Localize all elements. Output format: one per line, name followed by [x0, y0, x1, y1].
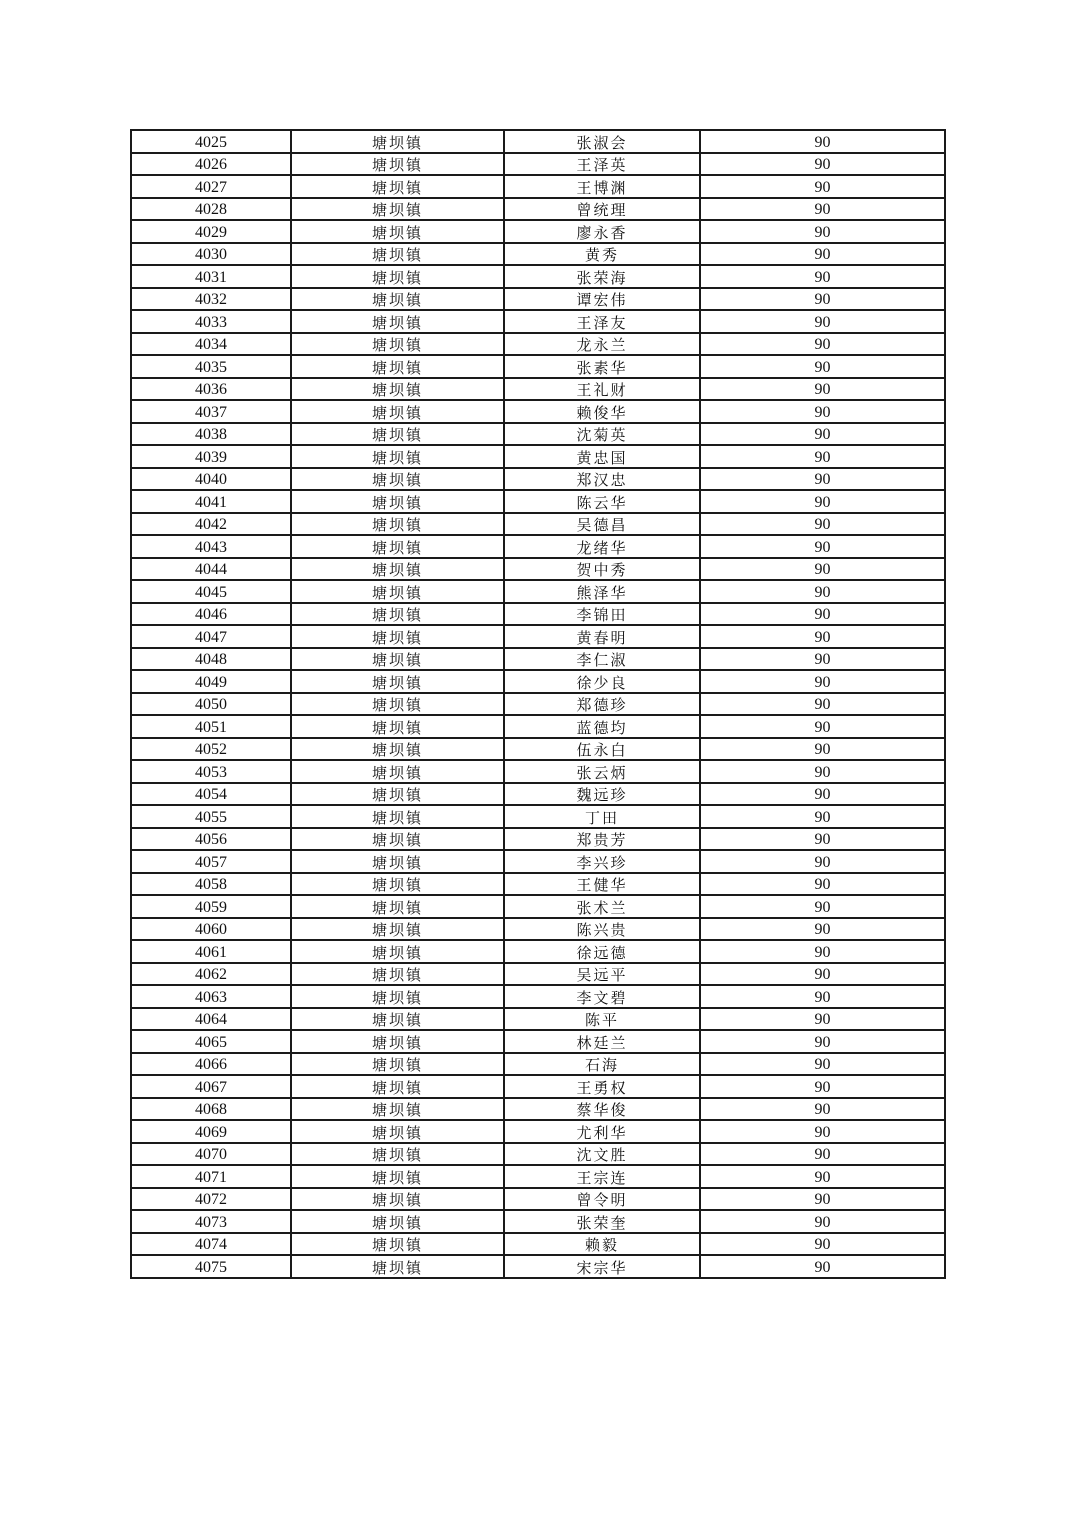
score-cell: 90: [700, 738, 945, 761]
person-name-cell: 陈平: [504, 1008, 700, 1031]
town-cell: 塘坝镇: [291, 715, 504, 738]
table-row: [131, 1233, 945, 1256]
score-cell: 90: [700, 670, 945, 693]
score-cell: 90: [700, 265, 945, 288]
serial-number-cell: 4069: [131, 1120, 291, 1143]
table-row: [131, 760, 945, 783]
person-name-cell: 沈菊英: [504, 423, 700, 446]
person-name-cell: 赖俊华: [504, 400, 700, 423]
person-name-cell: 伍永白: [504, 738, 700, 761]
serial-number-cell: 4071: [131, 1165, 291, 1188]
table-row: [131, 1053, 945, 1076]
table-row: [131, 693, 945, 716]
serial-number-cell: 4053: [131, 760, 291, 783]
town-cell: 塘坝镇: [291, 1098, 504, 1121]
table-row: [131, 243, 945, 266]
score-cell: 90: [700, 490, 945, 513]
person-name-cell: 黄忠国: [504, 445, 700, 468]
table-row: [131, 648, 945, 671]
table-row: [131, 310, 945, 333]
serial-number-cell: 4035: [131, 355, 291, 378]
town-cell: 塘坝镇: [291, 1030, 504, 1053]
table-row: [131, 220, 945, 243]
serial-number-cell: 4050: [131, 693, 291, 716]
roster-table-body: [131, 130, 945, 1278]
score-cell: 90: [700, 760, 945, 783]
table-row: [131, 738, 945, 761]
score-cell: 90: [700, 985, 945, 1008]
score-cell: 90: [700, 198, 945, 221]
town-cell: 塘坝镇: [291, 1233, 504, 1256]
serial-number-cell: 4067: [131, 1075, 291, 1098]
serial-number-cell: 4062: [131, 963, 291, 986]
person-name-cell: 蓝德均: [504, 715, 700, 738]
score-cell: 90: [700, 558, 945, 581]
table-row: [131, 828, 945, 851]
serial-number-cell: 4073: [131, 1210, 291, 1233]
person-name-cell: 张术兰: [504, 895, 700, 918]
serial-number-cell: 4061: [131, 940, 291, 963]
table-row: [131, 1008, 945, 1031]
town-cell: 塘坝镇: [291, 940, 504, 963]
town-cell: 塘坝镇: [291, 1053, 504, 1076]
serial-number-cell: 4036: [131, 378, 291, 401]
serial-number-cell: 4047: [131, 625, 291, 648]
score-cell: 90: [700, 468, 945, 491]
town-cell: 塘坝镇: [291, 310, 504, 333]
score-cell: 90: [700, 918, 945, 941]
table-row: [131, 1030, 945, 1053]
person-name-cell: 蔡华俊: [504, 1098, 700, 1121]
serial-number-cell: 4045: [131, 580, 291, 603]
table-row: [131, 963, 945, 986]
person-name-cell: 王健华: [504, 873, 700, 896]
serial-number-cell: 4063: [131, 985, 291, 1008]
town-cell: 塘坝镇: [291, 288, 504, 311]
serial-number-cell: 4054: [131, 783, 291, 806]
score-cell: 90: [700, 715, 945, 738]
table-row: [131, 873, 945, 896]
table-row: [131, 918, 945, 941]
town-cell: 塘坝镇: [291, 963, 504, 986]
table-row: [131, 625, 945, 648]
person-name-cell: 张云炳: [504, 760, 700, 783]
person-name-cell: 徐少良: [504, 670, 700, 693]
serial-number-cell: 4048: [131, 648, 291, 671]
person-name-cell: 宋宗华: [504, 1255, 700, 1278]
score-cell: 90: [700, 220, 945, 243]
serial-number-cell: 4058: [131, 873, 291, 896]
town-cell: 塘坝镇: [291, 783, 504, 806]
table-row: [131, 670, 945, 693]
serial-number-cell: 4042: [131, 513, 291, 536]
town-cell: 塘坝镇: [291, 558, 504, 581]
town-cell: 塘坝镇: [291, 895, 504, 918]
serial-number-cell: 4025: [131, 130, 291, 153]
table-row: [131, 603, 945, 626]
score-cell: 90: [700, 1188, 945, 1211]
serial-number-cell: 4060: [131, 918, 291, 941]
town-cell: 塘坝镇: [291, 625, 504, 648]
table-row: [131, 423, 945, 446]
town-cell: 塘坝镇: [291, 468, 504, 491]
person-name-cell: 黄春明: [504, 625, 700, 648]
person-name-cell: 徐远德: [504, 940, 700, 963]
score-cell: 90: [700, 423, 945, 446]
score-cell: 90: [700, 1098, 945, 1121]
person-name-cell: 龙永兰: [504, 333, 700, 356]
table-row: [131, 490, 945, 513]
table-row: [131, 1255, 945, 1278]
town-cell: 塘坝镇: [291, 670, 504, 693]
town-cell: 塘坝镇: [291, 828, 504, 851]
town-cell: 塘坝镇: [291, 333, 504, 356]
serial-number-cell: 4044: [131, 558, 291, 581]
person-name-cell: 郑德珍: [504, 693, 700, 716]
person-name-cell: 贺中秀: [504, 558, 700, 581]
serial-number-cell: 4066: [131, 1053, 291, 1076]
table-row: [131, 558, 945, 581]
person-name-cell: 李锦田: [504, 603, 700, 626]
score-cell: 90: [700, 625, 945, 648]
score-cell: 90: [700, 130, 945, 153]
serial-number-cell: 4046: [131, 603, 291, 626]
person-name-cell: 吴远平: [504, 963, 700, 986]
person-name-cell: 丁田: [504, 805, 700, 828]
serial-number-cell: 4028: [131, 198, 291, 221]
person-name-cell: 赖毅: [504, 1233, 700, 1256]
score-cell: 90: [700, 333, 945, 356]
town-cell: 塘坝镇: [291, 220, 504, 243]
person-name-cell: 陈云华: [504, 490, 700, 513]
serial-number-cell: 4041: [131, 490, 291, 513]
score-cell: 90: [700, 805, 945, 828]
table-row: [131, 1165, 945, 1188]
serial-number-cell: 4038: [131, 423, 291, 446]
table-row: [131, 1075, 945, 1098]
serial-number-cell: 4034: [131, 333, 291, 356]
town-cell: 塘坝镇: [291, 130, 504, 153]
person-name-cell: 沈文胜: [504, 1143, 700, 1166]
town-cell: 塘坝镇: [291, 400, 504, 423]
score-cell: 90: [700, 153, 945, 176]
score-cell: 90: [700, 1210, 945, 1233]
score-cell: 90: [700, 378, 945, 401]
town-cell: 塘坝镇: [291, 805, 504, 828]
table-row: [131, 378, 945, 401]
town-cell: 塘坝镇: [291, 153, 504, 176]
person-name-cell: 李仁淑: [504, 648, 700, 671]
person-name-cell: 张淑会: [504, 130, 700, 153]
serial-number-cell: 4072: [131, 1188, 291, 1211]
score-cell: 90: [700, 513, 945, 536]
score-cell: 90: [700, 940, 945, 963]
table-row: [131, 895, 945, 918]
serial-number-cell: 4033: [131, 310, 291, 333]
town-cell: 塘坝镇: [291, 265, 504, 288]
town-cell: 塘坝镇: [291, 445, 504, 468]
table-row: [131, 265, 945, 288]
town-cell: 塘坝镇: [291, 1143, 504, 1166]
person-name-cell: 吴德昌: [504, 513, 700, 536]
score-cell: 90: [700, 243, 945, 266]
table-row: [131, 288, 945, 311]
score-cell: 90: [700, 1165, 945, 1188]
table-row: [131, 400, 945, 423]
person-name-cell: 黄秀: [504, 243, 700, 266]
person-name-cell: 张荣海: [504, 265, 700, 288]
town-cell: 塘坝镇: [291, 535, 504, 558]
roster-table: [130, 129, 946, 1279]
score-cell: 90: [700, 1143, 945, 1166]
person-name-cell: 曾令明: [504, 1188, 700, 1211]
score-cell: 90: [700, 648, 945, 671]
serial-number-cell: 4057: [131, 850, 291, 873]
serial-number-cell: 4055: [131, 805, 291, 828]
serial-number-cell: 4056: [131, 828, 291, 851]
person-name-cell: 陈兴贵: [504, 918, 700, 941]
serial-number-cell: 4065: [131, 1030, 291, 1053]
table-row: [131, 1143, 945, 1166]
serial-number-cell: 4039: [131, 445, 291, 468]
town-cell: 塘坝镇: [291, 738, 504, 761]
score-cell: 90: [700, 1008, 945, 1031]
table-row: [131, 1120, 945, 1143]
serial-number-cell: 4027: [131, 175, 291, 198]
table-row: [131, 850, 945, 873]
serial-number-cell: 4031: [131, 265, 291, 288]
person-name-cell: 王泽友: [504, 310, 700, 333]
score-cell: 90: [700, 1075, 945, 1098]
score-cell: 90: [700, 1120, 945, 1143]
score-cell: 90: [700, 1030, 945, 1053]
town-cell: 塘坝镇: [291, 1188, 504, 1211]
table-row: [131, 985, 945, 1008]
town-cell: 塘坝镇: [291, 850, 504, 873]
table-row: [131, 355, 945, 378]
town-cell: 塘坝镇: [291, 490, 504, 513]
score-cell: 90: [700, 850, 945, 873]
person-name-cell: 王泽英: [504, 153, 700, 176]
person-name-cell: 石海: [504, 1053, 700, 1076]
person-name-cell: 李文碧: [504, 985, 700, 1008]
town-cell: 塘坝镇: [291, 1255, 504, 1278]
serial-number-cell: 4051: [131, 715, 291, 738]
town-cell: 塘坝镇: [291, 513, 504, 536]
town-cell: 塘坝镇: [291, 175, 504, 198]
serial-number-cell: 4029: [131, 220, 291, 243]
score-cell: 90: [700, 828, 945, 851]
person-name-cell: 曾统理: [504, 198, 700, 221]
serial-number-cell: 4074: [131, 1233, 291, 1256]
town-cell: 塘坝镇: [291, 1210, 504, 1233]
serial-number-cell: 4064: [131, 1008, 291, 1031]
table-row: [131, 130, 945, 153]
town-cell: 塘坝镇: [291, 873, 504, 896]
score-cell: 90: [700, 288, 945, 311]
table-row: [131, 468, 945, 491]
town-cell: 塘坝镇: [291, 603, 504, 626]
person-name-cell: 郑贵芳: [504, 828, 700, 851]
person-name-cell: 王礼财: [504, 378, 700, 401]
person-name-cell: 龙绪华: [504, 535, 700, 558]
serial-number-cell: 4068: [131, 1098, 291, 1121]
person-name-cell: 廖永香: [504, 220, 700, 243]
score-cell: 90: [700, 1233, 945, 1256]
town-cell: 塘坝镇: [291, 1008, 504, 1031]
table-row: [131, 513, 945, 536]
score-cell: 90: [700, 783, 945, 806]
table-row: [131, 1098, 945, 1121]
person-name-cell: 尤利华: [504, 1120, 700, 1143]
score-cell: 90: [700, 175, 945, 198]
score-cell: 90: [700, 355, 945, 378]
town-cell: 塘坝镇: [291, 355, 504, 378]
table-row: [131, 1210, 945, 1233]
table-row: [131, 580, 945, 603]
score-cell: 90: [700, 310, 945, 333]
town-cell: 塘坝镇: [291, 198, 504, 221]
town-cell: 塘坝镇: [291, 1165, 504, 1188]
person-name-cell: 王宗连: [504, 1165, 700, 1188]
serial-number-cell: 4052: [131, 738, 291, 761]
serial-number-cell: 4032: [131, 288, 291, 311]
town-cell: 塘坝镇: [291, 1120, 504, 1143]
table-row: [131, 175, 945, 198]
town-cell: 塘坝镇: [291, 985, 504, 1008]
table-row: [131, 1188, 945, 1211]
person-name-cell: 谭宏伟: [504, 288, 700, 311]
serial-number-cell: 4026: [131, 153, 291, 176]
serial-number-cell: 4075: [131, 1255, 291, 1278]
serial-number-cell: 4043: [131, 535, 291, 558]
person-name-cell: 林廷兰: [504, 1030, 700, 1053]
score-cell: 90: [700, 400, 945, 423]
serial-number-cell: 4030: [131, 243, 291, 266]
person-name-cell: 王勇权: [504, 1075, 700, 1098]
serial-number-cell: 4040: [131, 468, 291, 491]
score-cell: 90: [700, 535, 945, 558]
town-cell: 塘坝镇: [291, 760, 504, 783]
person-name-cell: 张荣奎: [504, 1210, 700, 1233]
person-name-cell: 张素华: [504, 355, 700, 378]
score-cell: 90: [700, 603, 945, 626]
town-cell: 塘坝镇: [291, 243, 504, 266]
person-name-cell: 熊泽华: [504, 580, 700, 603]
table-row: [131, 445, 945, 468]
score-cell: 90: [700, 963, 945, 986]
score-cell: 90: [700, 1255, 945, 1278]
score-cell: 90: [700, 693, 945, 716]
town-cell: 塘坝镇: [291, 580, 504, 603]
score-cell: 90: [700, 895, 945, 918]
table-row: [131, 715, 945, 738]
serial-number-cell: 4037: [131, 400, 291, 423]
person-name-cell: 郑汉忠: [504, 468, 700, 491]
town-cell: 塘坝镇: [291, 378, 504, 401]
table-row: [131, 535, 945, 558]
score-cell: 90: [700, 1053, 945, 1076]
town-cell: 塘坝镇: [291, 693, 504, 716]
table-row: [131, 333, 945, 356]
town-cell: 塘坝镇: [291, 648, 504, 671]
town-cell: 塘坝镇: [291, 918, 504, 941]
table-row: [131, 940, 945, 963]
table-row: [131, 153, 945, 176]
serial-number-cell: 4049: [131, 670, 291, 693]
town-cell: 塘坝镇: [291, 1075, 504, 1098]
score-cell: 90: [700, 445, 945, 468]
person-name-cell: 王博渊: [504, 175, 700, 198]
serial-number-cell: 4059: [131, 895, 291, 918]
score-cell: 90: [700, 873, 945, 896]
person-name-cell: 魏远珍: [504, 783, 700, 806]
serial-number-cell: 4070: [131, 1143, 291, 1166]
score-cell: 90: [700, 580, 945, 603]
table-row: [131, 805, 945, 828]
town-cell: 塘坝镇: [291, 423, 504, 446]
table-row: [131, 783, 945, 806]
person-name-cell: 李兴珍: [504, 850, 700, 873]
table-row: [131, 198, 945, 221]
